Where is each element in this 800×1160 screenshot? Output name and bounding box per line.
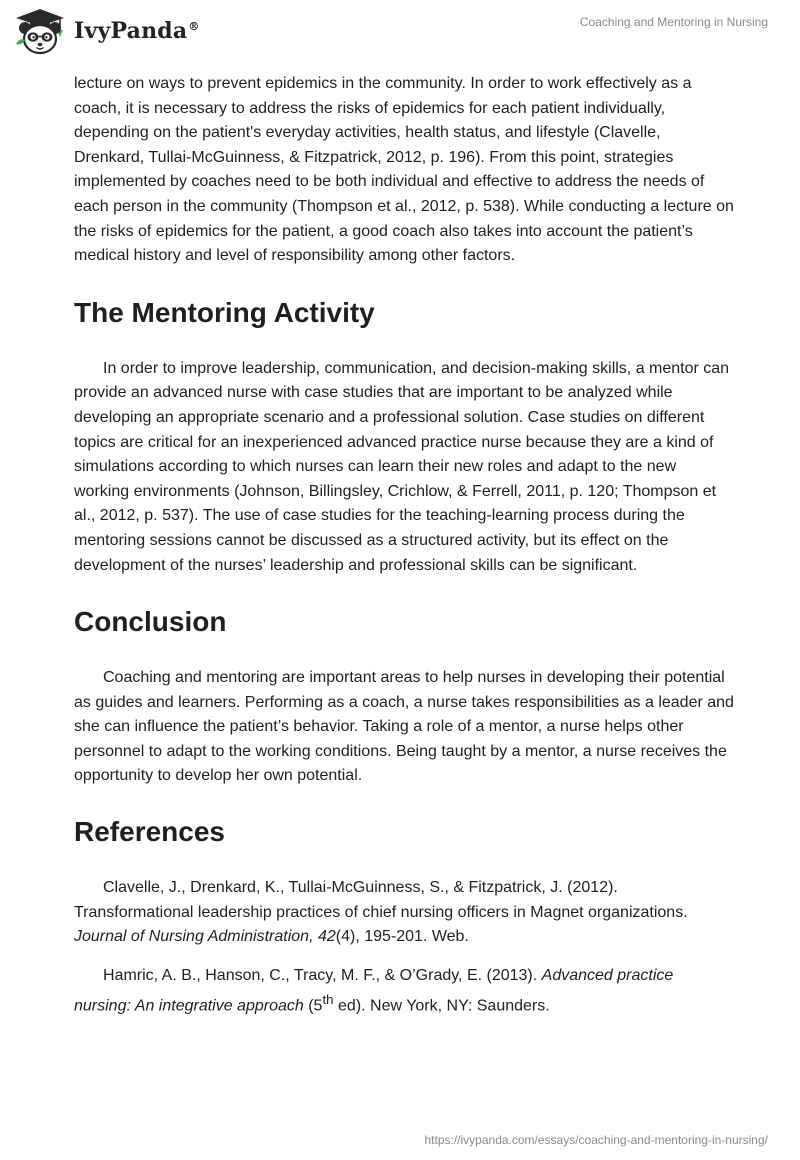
section-heading-references: References <box>74 816 225 848</box>
reference-authors: Clavelle, J., Drenkard, K., Tullai-McGuinness, S., & Fitzpatrick, J. (2012). Transformational leadership practices of chief nursing officers in Magnet organizations. <box>74 879 688 921</box>
reference-edition-sup: th <box>322 992 334 1008</box>
reference-item <box>74 964 734 1020</box>
section-heading-conclusion: Conclusion <box>74 606 227 638</box>
essay-content <box>74 72 734 1033</box>
brand-name: IvyPanda® <box>74 18 200 44</box>
source-url[interactable]: https://ivypanda.com/essays/coaching-and-mentoring-in-nursing/ <box>424 1133 768 1147</box>
section-heading-mentoring: The Mentoring Activity <box>74 296 375 328</box>
reference-details: ed). New York, NY: Saunders. <box>333 997 550 1015</box>
reference-item <box>74 876 734 950</box>
reference-title: Advanced practice nursing: An integrative approach <box>74 966 674 1015</box>
ivypanda-logo[interactable] <box>14 6 200 56</box>
mentoring-paragraph: In order to improve leadership, communication, and decision-making skills, a mentor can provide an advanced nurse with case studies that are important to be analyzed while developing an appropriate scenario and a professional solution. Case studies on different topics are critical for an inexperienced advanced practice nurse because they are a kind of simulations according to which nurses can learn their new roles and adapt to the new working environments (Johnson, Billingsley, Crichlow, & Ferrell, 2011, p. 120; Thompson et al., 2012, p. 537). The use of case studies for the teaching-learning process during the mentoring sessions cannot be discussed as a structured activity, but its effect on the development of the nurses’ leadership and professional skills can be significant. <box>74 359 730 574</box>
reference-journal: Journal of Nursing Administration, 42 <box>74 928 336 946</box>
intro-paragraph: lecture on ways to prevent epidemics in the community. In order to work effectively as a coach, it is necessary to address the risks of epidemics for each patient individually, depending on the patient's everyday activities, health status, and lifestyle (Clavelle, Drenkard, Tullai-McGuinness, & Fitzpatrick, 2012, p. 196). From this point, strategies implemented by coaches need to be both individual and effective to address the needs of each person in the community (Thompson et al., 2012, p. 538). While conducting a lecture on the risks of epidemics for the patient, a good coach also takes into account the patient’s medical history and level of responsibility among other factors. <box>74 75 734 265</box>
reference-details: (4), 195-201. Web. <box>335 928 469 946</box>
conclusion-paragraph: Coaching and mentoring are important areas to help nurses in developing their potential as guides and learners. Performing as a coach, a nurse takes responsibilities as a leader and she can influence the patient’s behavior. Taking a role of a mentor, a nurse helps other personnel to adapt to the working conditions. Being taught by a mentor, a nurse receives the opportunity to develop her own potential. <box>74 669 734 785</box>
panda-graduate-logo-icon <box>14 6 66 56</box>
reference-authors: Hamric, A. B., Hanson, C., Tracy, M. F., & O’Grady, E. (2013). <box>103 966 542 984</box>
document-title: Coaching and Mentoring in Nursing <box>579 15 768 29</box>
page-header <box>0 0 800 60</box>
reference-edition: (5 <box>303 997 323 1015</box>
